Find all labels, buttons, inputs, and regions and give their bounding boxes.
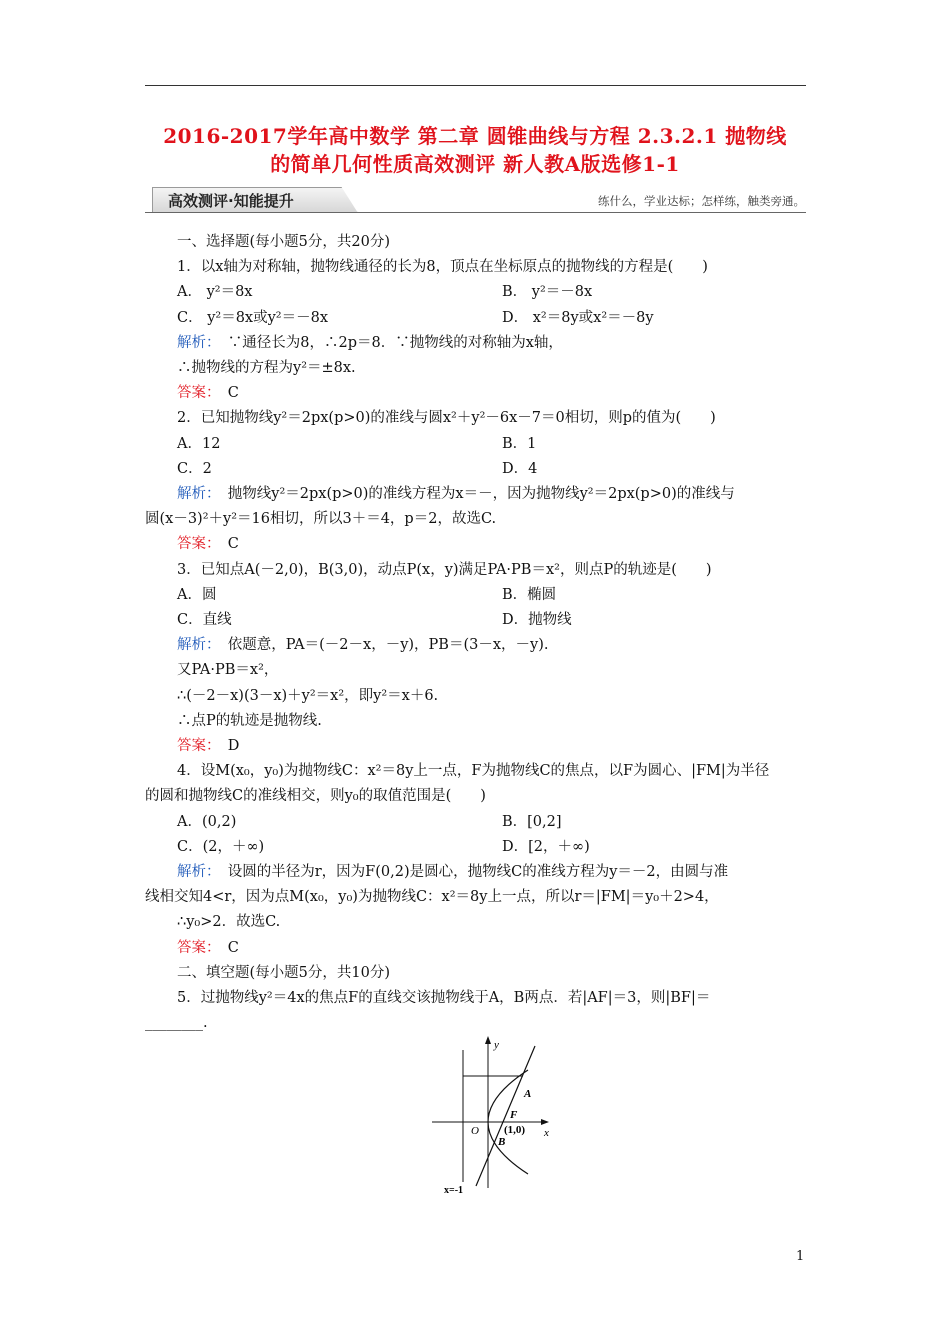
section-banner-label: 高效测评·知能提升 — [168, 192, 294, 210]
answer-line — [177, 938, 239, 958]
answer-line — [177, 333, 563, 353]
text-line — [145, 887, 719, 907]
text-line — [145, 1013, 208, 1033]
text-line — [177, 232, 390, 252]
option-left: C．2 — [177, 461, 212, 477]
analysis-label: 解析： — [177, 864, 214, 880]
answer-line — [177, 736, 239, 756]
label-a: A — [524, 1088, 532, 1100]
document-title-line1: 2016-2017学年高中数学 第二章 圆锥曲线与方程 2.3.2.1 抛物线 — [163, 124, 787, 148]
line-text: C — [213, 940, 239, 956]
text-line — [145, 786, 486, 806]
line-text: 圆(x－3)²＋y²＝16相切，所以3＋＝4，p＝2，故选C. — [145, 511, 497, 527]
text-line — [177, 711, 322, 731]
text-line — [177, 257, 708, 277]
banner-rule — [145, 212, 806, 213]
answer-line — [177, 635, 548, 655]
label-directrix: x=-1 — [444, 1185, 464, 1196]
text-line — [177, 560, 712, 580]
label-x: x — [544, 1127, 549, 1139]
answer-line — [177, 862, 728, 882]
label-y: y — [494, 1039, 499, 1051]
analysis-label: 解析： — [177, 335, 214, 351]
analysis-label: 解析： — [177, 637, 214, 653]
document-title-line2: 的简单几何性质高效测评 新人教A版选修1-1 — [270, 152, 680, 176]
text-line — [177, 988, 710, 1008]
text-line — [177, 761, 769, 781]
analysis-label: 解析： — [177, 486, 214, 502]
line-text: 3．已知点A(－2,0)，B(3,0)，动点P(x，y)满足PA·PB＝x²，则点P的轨迹是( ) — [177, 562, 712, 578]
text-line — [177, 912, 280, 932]
label-f: F — [510, 1109, 518, 1121]
line-text: C — [213, 385, 239, 401]
page-number: 1 — [796, 1249, 805, 1264]
text-line — [177, 408, 716, 428]
line-text: 4．设M(x₀，y₀)为抛物线C：x²＝8y上一点，F为抛物线C的焦点，以F为圆心、|FM|为半径 — [177, 763, 770, 779]
option-right: D． x²＝8y或x²＝－8y — [502, 310, 654, 326]
option-left: A．12 — [177, 436, 221, 452]
text-line — [177, 963, 390, 983]
option-left: A．圆 — [177, 587, 217, 603]
header-rule — [145, 85, 806, 86]
line-text: 2．已知抛物线y²＝2px(p>0)的准线与圆x²＋y²－6x－7＝0相切，则p的值为( ) — [177, 410, 716, 426]
option-right: D．抛物线 — [502, 612, 572, 628]
option-right: B．1 — [502, 436, 537, 452]
line-text: 5．过抛物线y²＝4x的焦点F的直线交该抛物线于A，B两点．若|AF|＝3，则|BF|＝ — [177, 990, 711, 1006]
answer-line — [177, 383, 239, 403]
line-text: 1．以x轴为对称轴，抛物线通径的长为8，顶点在坐标原点的抛物线的方程是( ) — [177, 259, 708, 275]
line-text: 依题意，PA＝(－2－x，－y)，PB＝(3－x，－y). — [213, 637, 549, 653]
line-text: 抛物线y²＝2px(p>0)的准线方程为x＝－，因为抛物线y²＝2px(p>0)的准线与 — [213, 486, 735, 502]
line-text: ∴抛物线的方程为y²＝±8x. — [177, 360, 356, 376]
line-text: ∵通径长为8，∴2p＝8．∵抛物线的对称轴为x轴， — [213, 335, 563, 351]
line-text: ________. — [145, 1015, 208, 1031]
option-left: C．直线 — [177, 612, 232, 628]
line-text: ∴y₀>2．故选C. — [177, 914, 281, 930]
text-line — [177, 358, 356, 378]
option-left: C．(2，＋∞) — [177, 839, 265, 855]
section-slogan: 练什么，学业达标；怎样练，触类旁通。 — [598, 194, 805, 208]
line-text: D — [213, 738, 240, 754]
line-text: C — [213, 536, 239, 552]
option-right: B．椭圆 — [502, 587, 557, 603]
x-axis-arrow — [541, 1119, 549, 1125]
option-right: D．[2，＋∞) — [502, 839, 590, 855]
y-axis-arrow — [485, 1036, 491, 1044]
option-right: B．[0,2] — [502, 814, 562, 830]
option-right: B． y²＝－8x — [502, 284, 593, 300]
text-line — [177, 660, 278, 680]
label-b: B — [498, 1136, 506, 1148]
answer-label: 答案： — [177, 940, 214, 956]
line-text: 二、填空题(每小题5分，共10分) — [177, 965, 390, 981]
line-text: 设圆的半径为r，因为F(0,2)是圆心，抛物线C的准线方程为y＝－2，由圆与准 — [213, 864, 729, 880]
option-left: A．(0,2) — [177, 814, 237, 830]
answer-label: 答案： — [177, 536, 214, 552]
text-line — [145, 509, 496, 529]
parabola-figure — [428, 1036, 568, 1196]
line-text: ∴点P的轨迹是抛物线. — [177, 713, 322, 729]
answer-line — [177, 534, 239, 554]
option-left: A． y²＝8x — [177, 284, 253, 300]
line-text: ∴(－2－x)(3－x)＋y²＝x²，即y²＝x＋6. — [177, 688, 439, 704]
focal-chord — [476, 1046, 535, 1186]
line-text: 又PA·PB＝x²， — [177, 662, 279, 678]
answer-label: 答案： — [177, 738, 214, 754]
line-text: 一、选择题(每小题5分，共20分) — [177, 234, 390, 250]
option-left: C． y²＝8x或y²＝－8x — [177, 310, 329, 326]
option-right: D．4 — [502, 461, 538, 477]
line-text: 线相交知4<r，因为点M(x₀，y₀)为抛物线C：x²＝8y上一点，所以r＝|FM|＝y₀＋2>4， — [145, 889, 719, 905]
label-o: O — [471, 1125, 479, 1137]
text-line — [177, 686, 438, 706]
answer-label: 答案： — [177, 385, 214, 401]
label-focus: (1,0) — [504, 1124, 526, 1136]
answer-line — [177, 484, 735, 504]
line-text: 的圆和抛物线C的准线相交，则y₀的取值范围是( ) — [145, 788, 486, 804]
